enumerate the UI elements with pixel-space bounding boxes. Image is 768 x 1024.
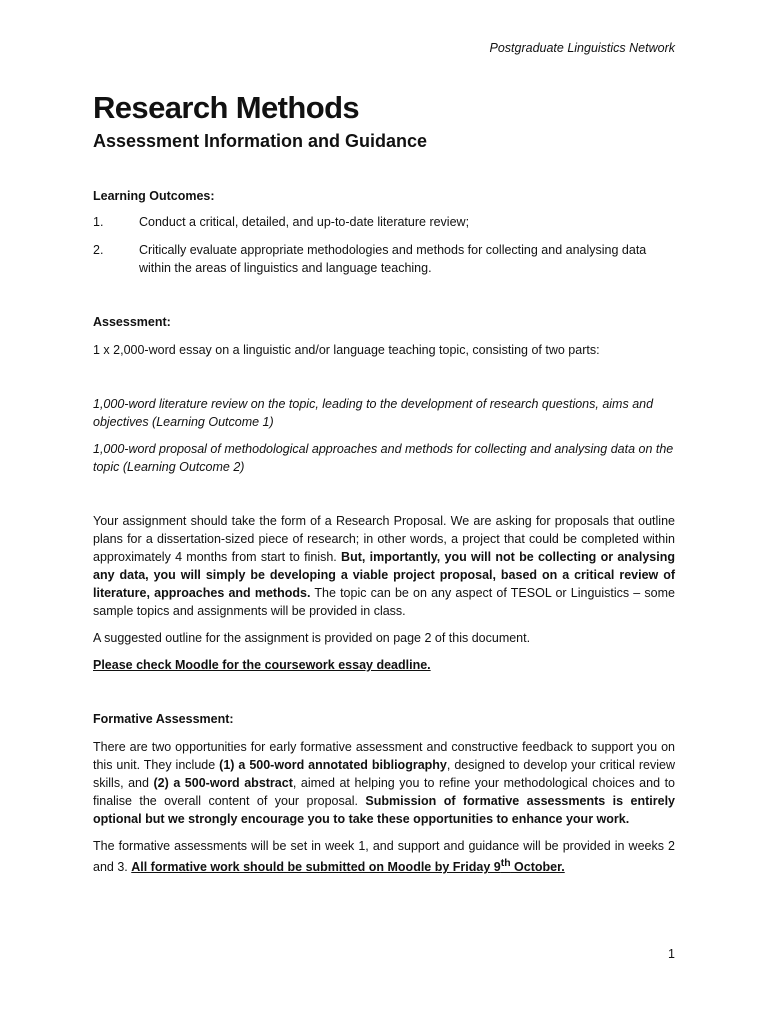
item-text: Conduct a critical, detailed, and up-to-date literature review; <box>139 215 470 229</box>
item-number: 2. <box>93 243 104 257</box>
formative-paragraph <box>93 738 675 828</box>
page-number: 1 <box>668 947 675 961</box>
proposal-text-end: The topic can be on any aspect of TESOL or Linguistics – some sample topics and assignments will be provided in class. <box>93 586 675 618</box>
formative-text: , aimed at helping you to refine your methodological choices and to finalise the overall content of your proposal. <box>93 776 675 808</box>
running-header: Postgraduate Linguistics Network <box>489 41 675 55</box>
proposal-emphasis: But, importantly, you will not be collecting or analysing any data, you will simply be developing a viable project proposal, based on a critical review of literature, approaches and methods. <box>93 550 675 600</box>
formative-deadline-end: October. <box>510 860 565 875</box>
learning-outcomes-heading: Learning Outcomes: <box>93 189 215 203</box>
assessment-intro: 1 x 2,000-word essay on a linguistic and/or language teaching topic, consisting of two parts: <box>93 343 600 357</box>
proposal-text: Your assignment should take the form of a Research Proposal. We are asking for proposals that outline plans for a dissertation-sized piece of research; in other words, a project that could be completed within approximately 4 months from start to finish. <box>93 514 675 564</box>
page-subtitle: Assessment Information and Guidance <box>93 131 428 151</box>
learning-outcome-item <box>93 241 675 277</box>
assessment-part-2: 1,000-word proposal of methodological approaches and methods for collecting and analysing data on the topic (Learning Outcome 2) <box>93 442 674 474</box>
proposal-paragraph <box>93 512 675 620</box>
ordinal-suffix: th <box>500 858 511 869</box>
deadline-note: Please check Moodle for the coursework essay deadline. <box>93 658 431 672</box>
item-number: 1. <box>93 215 104 229</box>
formative-heading: Formative Assessment: <box>93 712 234 726</box>
formative-bibliography: (1) a 500-word annotated bibliography <box>219 758 447 772</box>
outline-note: A suggested outline for the assignment is provided on page 2 of this document. <box>93 631 531 645</box>
item-text: Critically evaluate appropriate methodologies and methods for collecting and analysing data within the areas of linguistics and language teaching. <box>139 243 647 275</box>
formative-schedule <box>93 837 675 876</box>
learning-outcome-item <box>93 213 675 231</box>
formative-text: , designed to develop your critical review skills, and <box>93 758 675 790</box>
assessment-heading: Assessment: <box>93 315 171 329</box>
formative-text: There are two opportunities for early formative assessment and constructive feedback to support you on this unit. They include <box>93 740 675 772</box>
page-content <box>93 88 675 876</box>
formative-abstract: (2) a 500-word abstract <box>153 776 293 790</box>
page-title: Research Methods <box>93 90 360 125</box>
formative-deadline <box>131 860 565 874</box>
assessment-part-1: 1,000-word literature review on the topic, leading to the development of research questions, aims and objectives (Learning Outcome 1) <box>93 397 654 429</box>
formative-optional: Submission of formative assessments is entirely optional but we strongly encourage you to take these opportunities to enhance your work. <box>93 794 675 826</box>
formative-schedule-text: The formative assessments will be set in week 1, and support and guidance will be provided in weeks 2 and 3. <box>93 839 675 875</box>
formative-deadline-text: All formative work should be submitted on Moodle by Friday 9 <box>131 860 501 875</box>
